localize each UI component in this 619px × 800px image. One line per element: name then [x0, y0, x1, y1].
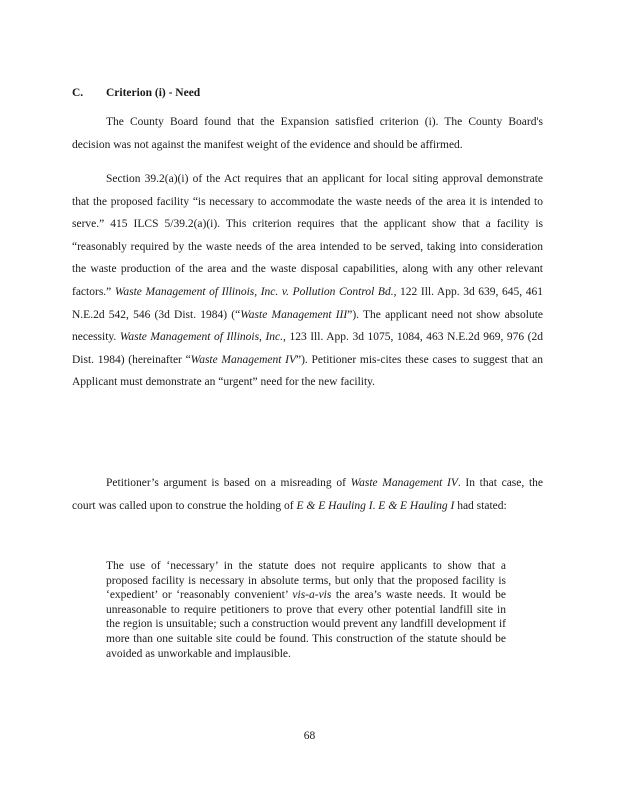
block-quote [106, 559, 506, 661]
paragraph-3 [72, 472, 543, 517]
paragraph-2-text-e: ”). Petitioner mis-cites these cases to suggest that an Applicant must demonstrate an “urgent” need for the new facility. [72, 353, 543, 389]
case-citation-e-e-hauling-1: E & E Hauling I [296, 499, 373, 512]
case-citation-waste-management-iv: Waste Management IV [350, 477, 458, 489]
case-citation-e-e-hauling-2: E & E Hauling I [378, 499, 455, 512]
paragraph-1 [72, 111, 543, 156]
section-heading [72, 87, 200, 99]
section-title: Criterion (i) - Need [106, 87, 201, 99]
short-cite-waste-management-iii: Waste Management III [240, 308, 348, 321]
paragraph-3-text-c: . [372, 499, 379, 512]
case-citation-waste-management-pcb: Waste Management of Illinois, Inc. v. Pollution Control Bd. [114, 285, 394, 298]
paragraph-2-text-c: ”). The applicant need not show absolute necessity. [72, 308, 544, 344]
block-quote-text-a: The use of ‘necessary’ in the statute does not require applicants to show that a proposed facility is necessary in absolute terms, but only that the proposed facility is ‘expedient’ or ‘reasonably convenient’ [106, 560, 506, 602]
short-cite-waste-management-iv: Waste Management IV [190, 353, 296, 366]
paragraph-2-text-d: , 123 Ill. App. 3d 1075, 1084, 463 N.E.2d 969, 976 (2d Dist. 1984) (hereinafter “ [72, 331, 543, 366]
block-quote-italic: vis-a-vis [292, 589, 332, 602]
paragraph-3-text-b: . In that case, the court was called upon to construe the holding of [72, 477, 543, 512]
case-citation-waste-management-inc: Waste Management of Illinois, Inc. [119, 331, 284, 344]
page-number: 68 [303, 730, 316, 742]
paragraph-2-text-a: Section 39.2(a)(i) of the Act requires that an applicant for local siting approval demonstrate that the proposed facility “is necessary to accommodate the waste needs of the area it is intended to serve.” 415 ILCS 5/39.2(a)(i). This criterion requires that the applicant show that a facility is “reasonably required by the waste needs of the area intended to be served, taking into consideration the waste production of the area and the waste disposal capabilities, along with any other relevant factors.” [72, 173, 543, 298]
block-quote-text-b: the area’s waste needs. It would be unreasonable to require petitioners to prove that every other potential landfill site in the region is unsuitable; such a construction would prevent any landfill development if more than one suitable site could be found. This construction of the statute should be avoided as unworkable and implausible. [106, 589, 506, 660]
section-letter: C. [72, 87, 84, 99]
paragraph-3-text-d: had stated: [454, 499, 507, 512]
paragraph-1-text: The County Board found that the Expansion satisfied criterion (i). The County Board's decision was not against the manifest weight of the evidence and should be affirmed. [72, 116, 543, 151]
paragraph-2-text-b: , 122 Ill. App. 3d 639, 645, 461 N.E.2d 542, 546 (3d Dist. 1984) (“ [72, 285, 543, 321]
paragraph-3-text-a: Petitioner’s argument is based on a misreading of [106, 477, 351, 489]
paragraph-2 [72, 168, 543, 394]
